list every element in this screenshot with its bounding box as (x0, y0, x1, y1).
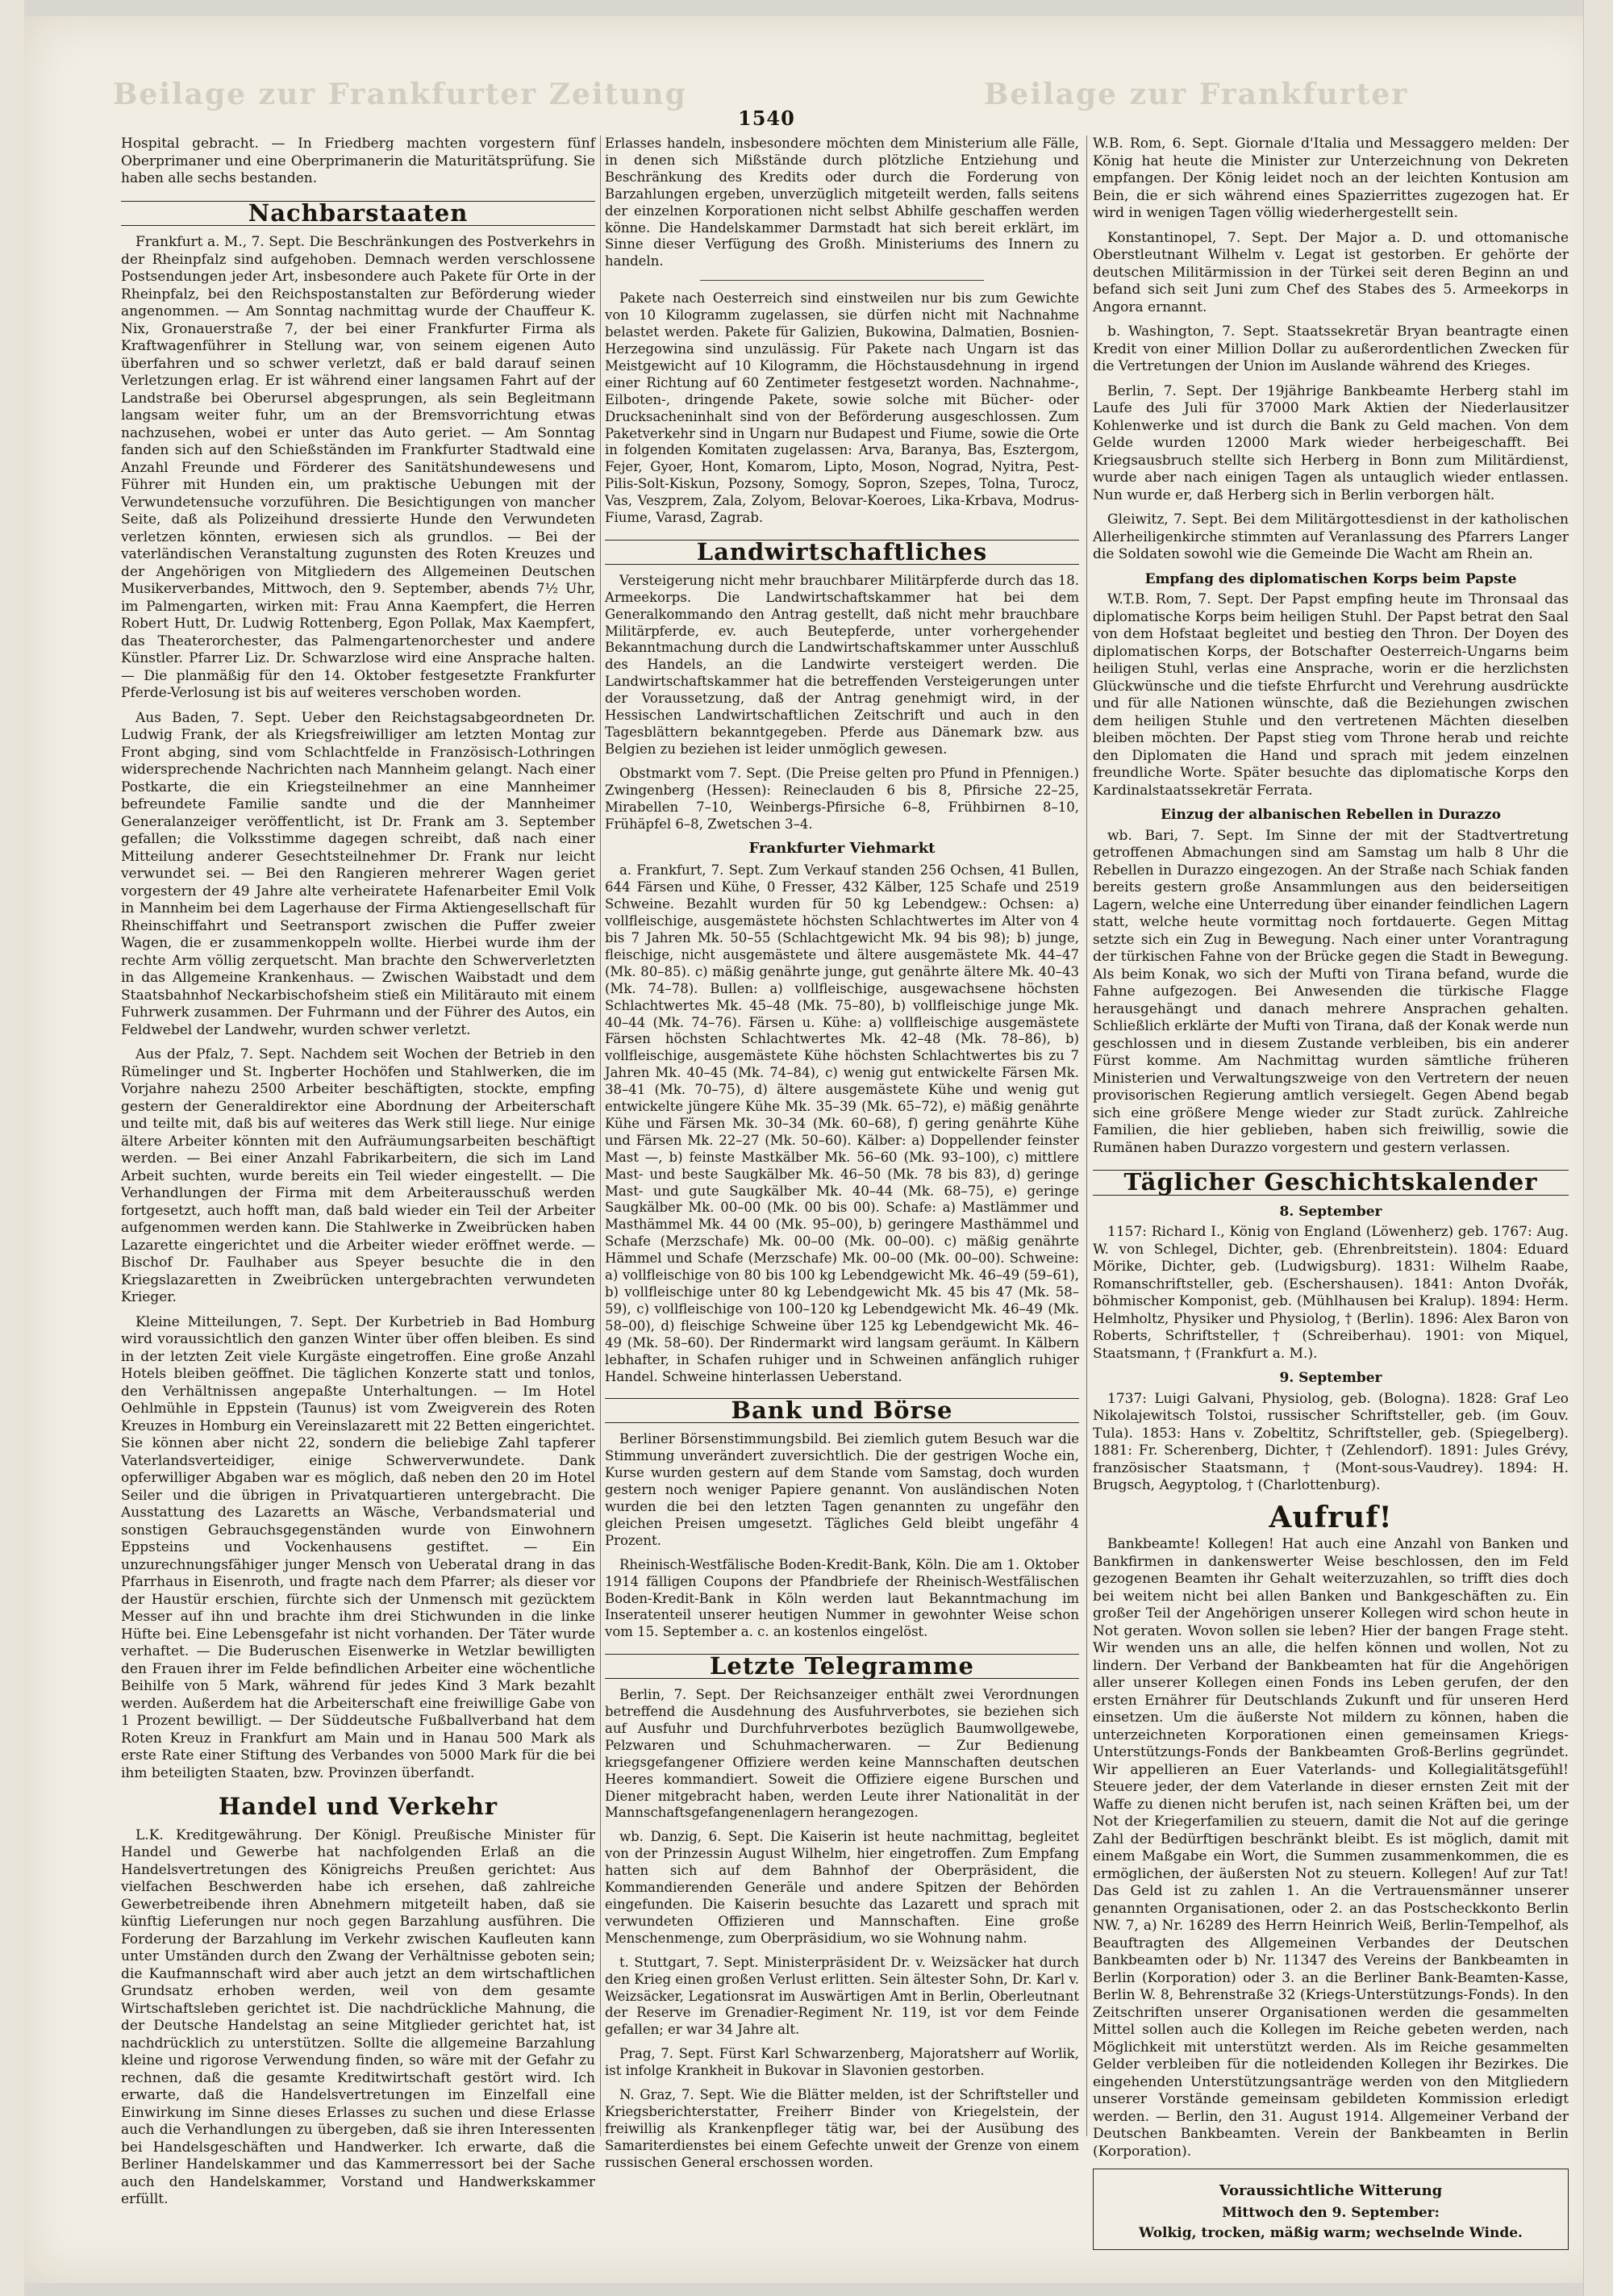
column-1 (121, 136, 595, 2216)
separator (700, 280, 985, 281)
article-kreditgewaehrung: L.K. Kreditgewährung. Der Königl. Preußische Minister für Handel und Gewerbe hat nachfolgenden Erlaß an die Handelsvertretungen des Königreichs Preußen gerichtet: Aus vielfachen Beschwerden habe ich ersehen, daß zahlreiche Gewerbetreibende ihren Abnehmern mitgeteilt haben, daß sie künftig Lieferungen nur noch gegen Barzahlung ausführen. Die Forderung der Barzahlung im Verkehr zwischen Kaufleuten kann unter Umständen durch den Zwang der Verhältnisse geboten sein; die Kaufmannschaft wird aber auch jetzt an dem wirtschaftlichen Grundsatz erhoben werden, weil von dem gesamte Wirtschaftsleben gerichtet ist. Die nachdrückliche Mahnung, die der Deutsche Handelstag an seine Mitglieder gerichtet hat, ist nachdrücklich zu unterstützen. Sollte die allgemeine Barzahlung kleine und rigorose Verwendung finden, so wäre mit der Gefahr zu rechnen, daß die gesamte Kreditwirtschaft gestört wird. Ich erwarte, daß die Handelsvertretungen im Einzelfall eine Einwirkung im Sinne dieses Erlasses zu suchen und diese Erlasse auch die Verhandlungen zu übergeben, daß sie ihren Interessenten bei Handelsgeschäften und Handwerker. Ich erwarte, daß die Berliner Handelskammer und das Kammerressort bei der Sache auch den Handelskammer, Vorstand und Handwerkskammer erfüllt. (121, 1826, 595, 2207)
weather-heading: Voraussichtliche Witterung (1219, 2182, 1443, 2199)
article-boerse: Berliner Börsenstimmungsbild. Bei ziemlich gutem Besuch war die Stimmung unverändert zuversichtlich. Die der gestrigen Woche ein, Kurse wurden gestern auf dem Stande vom Samstag, doch wurden gestern noch weniger Papiere genannt. Von ausländischen Noten wurden die bei den letzten Tagen genannten zu ungefähr den gleichen Preisen umgesetzt. Tägliches Geld bleibt ungefähr 4 Prozent. (605, 1431, 1079, 1548)
calendar-date: 8. September (1279, 1203, 1382, 1220)
subheading-empfang: Empfang des diplomatischen Korps beim Papste (1144, 570, 1517, 587)
article-rom: W.B. Rom, 6. Sept. Giornale d'Italia und Messaggero melden: Der König hat heute die Minister zur Unterzeichnung von Dekreten empfangen. Der König leidet noch an der leichten Kontusion am Bein, die er sich während eines Spazierrittes zugezogen hat. Er wird in wenigen Tagen völlig wiederhergestellt sein. (1093, 136, 1569, 221)
article-aufruf: Bankbeamte! Kollegen! Hat auch eine Anzahl von Banken und Bankfirmen in dankenswerter Weise beschlossen, den im Feld gezogenen Beamten ihr Gehalt weiterzuzahlen, so trifft dies doch bei weitem nicht bei allen Banken und Bankgeschäften zu. Ein großer Teil der Angehörigen unserer Kollegen wird schon heute in Not geraten. Wovon sollen sie leben? Hier der bangen Frage steht. Wir wenden uns an alle, die helfen können und wollen, Not zu lindern. Der Verband der Bankbeamten hat für die Angehörigen aller unserer Kollegen einen Fonds ins Leben gerufen, der den ersten Ernährer für Deutschlands Zukunft und für unseren Herd einsetzen. Um die äußerste Not mildern zu können, haben die unterzeichneten Korporationen einen gemeinsamen Kriegs-Unterstützungs-Fonds der Bankbeamten Groß-Berlins gegründet. Wir appellieren an Euer Vaterlands- und Kollegialitätsgefühl! Steuere jeder, der dem Vaterlande in dieser ernsten Zeit mit der Waffe zu dienen nicht berufen ist, nach seinen Kräften bei, um der Not der Kriegerfamilien zu steuern, damit die Not auf die geringe Zahl der Bedürftigen beschränkt bleibt. Es ist möglich, damit mit einem Maßgabe ein Wort, die Summen zusammenkommen, die es ermöglichen, der äußersten Not zu steuern. Kollegen! Auf zur Tat! Das Geld ist zu zahlen 1. An die Vertrauensmänner unserer genannten Organisationen, oder 2. an das Postscheckkonto Berlin NW. 7, a) Nr. 16289 des Herrn Heinrich Weiß, Berlin-Tempelhof, als Beauftragten des Allgemeinen Verbandes der Deutschen Bankbeamten oder b) Nr. 11347 des Vereins der Bankbeamten in Berlin (Korporation) oder 3. an die Berliner Bank-Beamten-Kasse, Berlin W. 8, Behrenstraße 32 (Kriegs-Unterstützungs-Fonds). In den Zeitschriften unserer Organisationen werden die gesammelten Mittel sollen auch die Kollegen im Reiche gebeten werden, nach Möglichkeit mit unterstützt werden. Als im Reiche gesammelten Gelder verbleiben für die notleidenden Kollegen ihr Bezirkes. Die eingehenden Unterstützungsanträge werden von den Mitgliedern unserer Vorstände gemeinsam gebildeten Kommission erledigt werden. — Berlin, den 31. August 1914. Allgemeiner Verband der Deutschen Bankbeamten. Verein der Bankbeamten in Berlin (Korporation). (1093, 1536, 1569, 2160)
article-pfalz: Aus der Pfalz, 7. Sept. Nachdem seit Wochen der Betrieb in den Rümelinger und St. Ingberter Hochöfen und Stahlwerken, die im Vorjahre nahezu 2500 Arbeiter beschäftigten, stockte, empfing gestern der Generaldirektor eine Abordnung der Arbeiterschaft und teilte mit, daß bis auf weiteres das Werk still liege. Nur einige ältere Arbeiter könnten mit den Aufräumungsarbeiten beschäftigt werden. — Bei einer Anzahl Fabrikarbeitern, die sich im Land Arbeit suchten, wurde bereits ein Teil wieder eingestellt. — Die Verhandlungen der Firma mit dem Arbeiterausschuß werden fortgesetzt, auch hofft man, daß bald wieder ein Teil der Arbeiter aufgenommen werden kann. Die Stahlwerke in Zweibrücken haben Lazarette eingerichtet und die Arbeiter wieder eröffnet werde. — Bischof Dr. Faulhaber aus Speyer besuchte die in den Kriegslazaretten in Zweibrücken untergebrachten verwundeten Krieger. (121, 1046, 595, 1305)
calendar-entries: 1157: Richard I., König von England (Löwenherz) geb. 1767: Aug. W. von Schlegel, Dichter, geb. (Ehrenbreitstein). 1804: Eduard Mörike, Dichter, geb. (Ludwigsburg). 1831: Wilhelm Raabe, Romanschriftsteller, geb. (Eschershausen). 1841: Anton Dvořák, böhmischer Komponist, geb. (Mühlhausen bei Kralup). 1894: Herm. Helmholtz, Physiker und Physiolog, † (Berlin). 1896: Alex Baron von Roberts, Schriftsteller, † (Schreiberhau). 1901: von Miquel, Staatsmann, † (Frankfurt a. M.). (1093, 1224, 1569, 1362)
article-danzig: wb. Danzig, 6. Sept. Die Kaiserin ist heute nachmittag, begleitet von der Prinzessin August Wilhelm, hier eingetroffen. Zum Empfang hatten sich auf dem Bahnhof der Oberpräsident, die Kommandierenden Generäle und andere Spitzen der Behörden eingefunden. Die Kaiserin besuchte das Lazarett und sprach mit verwundeten Offizieren und Mannschaften. Eine große Menschenmenge, zum Oberpräsidium, wo sie Wohnung nahm. (605, 1829, 1079, 1946)
column-rule (1086, 136, 1087, 2136)
weather-forecast: Wolkig, trocken, mäßig warm; wechselnde Winde. (1139, 2225, 1523, 2241)
subheading-viehmarkt: Frankfurter Viehmarkt (748, 840, 936, 858)
section-heading-landwirtschaft: Landwirtschaftliches (605, 540, 1079, 565)
column-2 (605, 136, 1079, 2179)
weather-date: Mittwoch den 9. September: (1222, 2204, 1440, 2221)
section-heading-kalender: Täglicher Geschichtskalender (1093, 1170, 1569, 1196)
right-page-edge (1583, 0, 1613, 2296)
article-graz: N. Graz, 7. Sept. Wie die Blätter melden, ist der Schriftsteller und Kriegsberichterstatter, Freiherr Binder von Kriegelstein, der freiwillig als Krankenpfleger tätig war, bei der Ausübung des Samariterdienstes bei einem Gefechte unweit der Grenze von einem russischen General erschossen worden. (605, 2087, 1079, 2170)
article-kleine-mitteilungen: Kleine Mitteilungen, 7. Sept. Der Kurbetrieb in Bad Homburg wird voraussichtlich den ganzen Winter über offen bleiben. Es sind in der letzten Zeit viele Kurgäste eingetroffen. Eine große Anzahl Hotels bleiben geöffnet. Die täglichen Konzerte statt und tonlos, den Verhältnissen angepaßte Unterhaltungen. — Im Hotel Oehlmühle in Eppstein (Taunus) ist vom Zweigverein des Roten Kreuzes in Homburg ein Vereinslazarett mit 22 Betten eingerichtet. Sie können aber nicht 22, sondern die beliebige Zahl tapferer Vaterlandsverteidiger, einige Schwerverwundete. Dank opferwilliger Abgaben war es möglich, daß neben den 20 im Hotel Seiler und die übrigen in Privatquartieren untergebracht. Die Ausstattung des Lazaretts an Wäsche, Verbandsmaterial und sonstigen Gebrauchsgegenständen wurde von Einwohnern Eppsteins und Vockenhausens gestiftet. — Ein unzurechnungsfähiger junger Mensch von Ueberatal drang in das Pfarrhaus in Eisenroth, und fragte nach dem Pfarrer; als dieser vor der Haustür erschien, fürchte sich der Unmensch mit gezücktem Messer auf ihn und brachte ihm drei Stichwunden in die linke Hüfte bei. Eine Lebensgefahr ist nicht vorhanden. Der Täter wurde verhaftet. — Die Buderuschen Eisenwerke in Wetzlar bewilligten den Frauen ihrer im Felde befindlichen Arbeiter eine wöchentliche Beihilfe von 5 Mark, während für jedes Kind 3 Mark bezahlt werden. Außerdem hat die Arbeiterschaft eine freiwillige Gabe von 1 Prozent bewilligt. — Der Süddeutsche Fußballverband hat dem Roten Kreuz in Frankfurt am Main und in Hanau 500 Mark als erste Rate einer Stiftung des Verbandes von 5000 Mark für die bei ihm beteiligten Staaten, bzw. Provinzen überfandt. (121, 1313, 595, 1781)
article-versteigerung: Versteigerung nicht mehr brauchbarer Militärpferde durch das 18. Armeekorps. Die Landwirtschaftskammer hat bei dem Generalkommando den Antrag gestellt, daß nicht mehr brauchbare Militärpferde, ev. auch Beutepferde, unter vorhergehender Bekanntmachung durch die Landwirtschaftskammer unter Ausschluß des Handels, an die Landwirte versteigert werden. Die Landwirtschaftskammer hat die betreffenden Versteigerungen unter der Voraussetzung, daß der Antrag genehmigt wird, in der Hessischen Landwirtschaftlichen Zeitschrift und auch in den Tagesblättern bekanntgegeben. Pferde aus Dänemark bzw. aus Belgien zu beziehen ist leider unmöglich gewesen. (605, 572, 1079, 757)
section-heading-bank: Bank und Börse (605, 1398, 1079, 1423)
article-frankfurt: Frankfurt a. M., 7. Sept. Die Beschränkungen des Postverkehrs in der Rheinpfalz sind aufgehoben. Demnach werden verschlossene Postsendungen jeder Art, insbesondere auch Pakete für Orte in der Rheinpfalz, bei den Reichspostanstalten zur Beförderung wieder angenommen. — Am Sonntag nachmittag wurde der Chauffeur K. Nix, Gronauerstraße 7, der bei einer Frankfurter Firma als Kraftwagenführer in Stellung war, von seinem eigenen Auto überfahren und so schwer verletzt, daß er bald darauf seinen Verletzungen erlag. Er ist während einer langsamen Fahrt auf der Landstraße bei Oberursel abgesprungen, als sein Begleitmann langsam weiter fuhr, um an der Bremsvorrichtung etwas nachzusehen, wobei er unter das Auto geriet. — Am Sonntag fanden sich auf den Schießständen im Frankfurter Stadtwald eine Anzahl Freunde und Förderer des Sanitätshundewesens und Führer mit Hunden ein, um praktische Uebungen mit der Verwundetensuche vorzuführen. Die Besichtigungen von mancher Seite, daß als Polizeihund dressierte Hunde den Verwundeten verletzen könnten, erwiesen sich als grundlos. — Bei der vaterländischen Veranstaltung zugunsten des Roten Kreuzes und der Angehörigen von Mitgliedern des Allgemeinen Deutschen Musikerverbandes, Mittwoch, den 9. September, abends 7½ Uhr, im Palmengarten, wirken mit: Frau Anna Kaempfert, die Herren Robert Hutt, Dr. Ludwig Rottenberg, Egon Pollak, Max Kaempfert, das Theaterorchester, das Palmengartenorchester und andere Künstler. Pfarrer Liz. Dr. Schwarzlose wird eine Ansprache halten. — Die planmäßig für den 14. Oktober festgesetzte Frankfurter Pferde-Verlosung ist bis auf weiteres verschoben worden. (121, 234, 595, 701)
article-text: Erlasses handeln, insbesondere möchten dem Ministerium alle Fälle, in denen sich Mißstände durch plötzliche Entziehung und Beschränkung des Kredits oder durch die Forderung von Barzahlungen ergeben, unverzüglich mitgeteilt werden, falls seitens der einzelnen Korporationen nicht selbst Abhilfe geschaffen werden könne. Die Handelskammer Darmstadt hat sich bereit erklärt, im Sinne dieser Verfügung des Großh. Ministeriums des Innern zu handeln. (605, 136, 1079, 269)
article-baden: Aus Baden, 7. Sept. Ueber den Reichstagsabgeordneten Dr. Ludwig Frank, der als Kriegsfreiwilliger am letzten Montag zur Front abging, sind vom Schlachtfelde in Französisch-Lothringen widersprechende Nachrichten nach Mannheim gelangt. Nach einer Postkarte, die ein Kriegsteilnehmer an eine Mannheimer befreundete Familie sandte und die der Mannheimer Generalanzeiger veröffentlicht, ist Dr. Frank am 3. September gefallen; die Volksstimme dagegen schreibt, daß nach einer Mitteilung anderer Gesechtsteilnehmer Dr. Frank nur leicht verwundet sei. — Bei den Rangieren mehrerer Wagen geriet vorgestern der 49 Jahre alte verheiratete Hafenarbeiter Emil Volk in Mannheim bei dem Lagerhause der Firma Aktiengesellschaft für Rheinschiffahrt und Seetransport zwischen die Puffer zweier Wagen, die er zusammenkoppeln wollte. Hierbei wurde ihm der rechte Arm völlig zerquetscht. Man brachte den Schwerverletzten in das Allgemeine Krankenhaus. — Zwischen Waibstadt und dem Staatsbahnhof Neckarbischofsheim stieß ein Militärauto mit einem Fuhrwerk zusammen. Der Fuhrmann und der Führer des Autos, ein Feldwebel der Landwehr, wurden schwer verletzt. (121, 709, 595, 1038)
section-heading-telegramme: Letzte Telegramme (605, 1654, 1079, 1679)
section-heading-aufruf: Aufruf! (1269, 1500, 1393, 1534)
page-number: 1540 (738, 106, 795, 130)
left-page-edge (0, 0, 24, 2296)
article-gleiwitz: Gleiwitz, 7. Sept. Bei dem Militärgottesdienst in der katholischen Allerheiligenkirche stimmten auf Veranlassung des Pfarrers Langer die Soldaten sowohl wie die Gemeinde Die Wacht am Rhein an. (1093, 511, 1569, 562)
article-stuttgart: t. Stuttgart, 7. Sept. Ministerpräsident Dr. v. Weizsäcker hat durch den Krieg einen großen Verlust erlitten. Sein ältester Sohn, Dr. Karl v. Weizsäcker, Legationsrat im Auswärtigen Amt in Berlin, Oberleutnant der Reserve im Grenadier-Regiment Nr. 119, ist vor dem Feinde gefallen; er war 34 Jahre alt. (605, 1954, 1079, 2038)
article-bodenkredit: Rheinisch-Westfälische Boden-Kredit-Bank, Köln. Die am 1. Oktober 1914 fälligen Coupons der Pfandbriefe der Rheinisch-Westfälischen Boden-Kredit-Bank in Köln werden laut Bekanntmachung im Inseratenteil unserer heutigen Nummer in gewohnter Weise schon vom 15. September a. c. an kostenlos eingelöst. (605, 1556, 1079, 1640)
section-heading-handel: Handel und Verkehr (218, 1793, 498, 1820)
calendar-date: 9. September (1279, 1370, 1382, 1386)
article-papst: W.T.B. Rom, 7. Sept. Der Papst empfing heute im Thronsaal das diplomatische Korps beim heiligen Stuhl. Der Papst betrat den Saal von dem Hofstaat begleitet und bestieg den Thron. Der Doyen des diplomatischen Korps, der Botschafter Oesterreich-Ungarns beim heiligen Stuhl, verlas eine Ansprache, worin er die herzlichsten Glückwünsche und die tiefste Ehrfurcht und Verehrung ausdrückte und für alle Nationen wünschte, daß die Beziehungen zwischen dem heiligen Stuhle und den vertretenen Mächten dieselben bleiben möchten. Der Papst stieg vom Throne herab und reichte den Diplomaten die Hand und sprach mit jedem einzelnen freundliche Worte. Später besuchte das diplomatische Korps den Kardinalstaatssekretär Ferrata. (1093, 591, 1569, 799)
article-pakete: Pakete nach Oesterreich sind einstweilen nur bis zum Gewichte von 10 Kilogramm zugelassen, sie dürfen nicht mit Nachnahme belastet werden. Pakete für Galizien, Bukowina, Dalmatien, Bosnien-Herzegowina sind unzulässig. Für Pakete nach Ungarn ist das Meistgewicht auf 10 Kilogramm, die Höchstausdehnung in irgend einer Richtung auf 60 Zentimeter festgesetzt worden. Nachnahme-, Eilboten-, dringende Pakete, sowie solche mit Bücher- oder Drucksacheninhalt sind von der Beförderung ausgeschlossen. Zum Paketverkehr sind in Ungarn nur Budapest und Fiume, sowie die Orte in folgenden Komitaten zugelassen: Arva, Baranya, Bas, Esztergom, Fejer, Gyoer, Hont, Komarom, Lipto, Moson, Nograd, Nyitra, Pest-Pilis-Solt-Kiskun, Pozsony, Somogy, Sopron, Szepes, Tolna, Turocz, Vas, Veszprem, Zala, Zolyom, Belovar-Koeroes, Lika-Krbava, Modrus-Fiume, Varasd, Zagrab. (605, 290, 1079, 526)
article-washington: b. Washington, 7. Sept. Staatssekretär Bryan beantragte einen Kredit von einer Million Dollar zu außerordentlichen Zwecken für die Vertretungen der Union im Auslande während des Krieges. (1093, 324, 1569, 374)
section-heading-nachbarstaaten: Nachbarstaaten (121, 201, 595, 227)
show-through-text-left: Beilage zur Frankfurter Zeitung (113, 77, 687, 111)
article-konstantinopel: Konstantinopel, 7. Sept. Der Major a. D. und ottomanische Oberstleutnant Wilhelm v. Legat ist gestorben. Er gehörte der deutschen Militärmission in der Türkei seit deren Beginn an und befand sich seit Juni zum Chef des Stabes des 5. Armeekorps in Angora ernannt. (1093, 229, 1569, 315)
show-through-text-right: Beilage zur Frankfurter (984, 77, 1409, 111)
calendar-entries: 1737: Luigi Galvani, Physiolog, geb. (Bologna). 1828: Graf Leo Nikolajewitsch Tolstoi, russischer Schriftsteller, geb. (im Gouv. Tula). 1853: Hans v. Zobeltitz, Schriftsteller, geb. (Spiegelberg). 1881: Fr. Scherenberg, Dichter, † (Zehlendorf). 1891: Jules Grévy, französischer Staatsmann, † (Mont-sous-Vaudrey). 1894: H. Brugsch, Aegyptolog, † (Charlottenburg). (1093, 1390, 1569, 1493)
article-text: Hospital gebracht. — In Friedberg machten vorgestern fünf Oberprimaner und eine Oberprimanerin die Maturitätsprüfung. Sie haben alle sechs bestanden. (121, 136, 595, 186)
column-3 (1093, 136, 1569, 2250)
article-obstmarkt: Obstmarkt vom 7. Sept. (Die Preise gelten pro Pfund in Pfennigen.) Zwingenberg (Hessen): Reineclauden 6 bis 8, Pfirsiche 22–25, Mirabellen 7–10, Weinbergs-Pfirsiche 6–8, Frühbirnen 8–10, Frühäpfel 6–8, Zwetschen 3–4. (605, 765, 1079, 832)
article-berlin-herberg: Berlin, 7. Sept. Der 19jährige Bankbeamte Herberg stahl im Laufe des Juli für 37000 Mark Aktien der Niederlausitzer Kohlenwerke und ist durch die Bank zu Geld machen. Von dem Gelde wurden 12000 Mark wieder herbeigeschafft. Bei Kriegsausbruch stellte sich Herberg in Bonn zum Militärdienst, wurde aber nach einigen Tagen als untauglich wieder entlassen. Nun wurde er, daß Herberg sich in Berlin verborgen hält. (1093, 382, 1569, 503)
article-prag: Prag, 7. Sept. Fürst Karl Schwarzenberg, Majoratsherr auf Worlik, ist infolge Krankheit in Bukovar in Slavonien gestorben. (605, 2046, 1079, 2079)
article-viehmarkt: a. Frankfurt, 7. Sept. Zum Verkauf standen 256 Ochsen, 41 Bullen, 644 Färsen und Kühe, 0 Fresser, 432 Kälber, 125 Schafe und 2519 Schweine. Bezahlt wurden für 50 kg Lebendgew.: Ochsen: a) vollfleischige, ausgemästete höchsten Schlachtwertes im Alter von 4 bis 7 Jahren Mk. 50–55 (Schlachtgewicht Mk. 94 bis 98); b) junge, fleischige, nicht ausgemästete und ältere ausgemästete Mk. 44–47 (Mk. 80–85). c) mäßig genährte junge, gut genährte ältere Mk. 40–43 (Mk. 74–78). Bullen: a) vollfleischige, ausgewachsene höchsten Schlachtwertes Mk. 45–48 (Mk. 75–80), b) vollfleischige junge Mk. 40–44 (Mk. 74–76). Färsen u. Kühe: a) vollfleischige ausgemästete Färsen höchsten Schlachtwertes Mk. 42–48 (Mk. 78–86), b) vollfleischige, ausgemästete Kühe höchsten Schlachtwertes bis zu 7 Jahren Mk. 40–45 (Mk. 74–84), c) wenig gut entwickelte Färsen Mk. 38–41 (Mk. 70–75), d) ältere ausgemästete Kühe und wenig gut entwickelte jüngere Kühe Mk. 35–39 (Mk. 65–72), e) mäßig genährte Kühe und Färsen Mk. 30–34 (Mk. 60–68), f) gering genährte Kühe und Färsen Mk. 22–27 (Mk. 50–60). Kälber: a) Doppellender feinster Mast —, b) feinste Mastkälber Mk. 56–60 (Mk. 93–100), c) mittlere Mast- und beste Saugkälber Mk. 46–50 (Mk. 78 bis 83), d) geringe Mast- und gute Saugkälber Mk. 40–44 (Mk. 68–75), e) geringe Saugkälber Mk. 00–00 (Mk. 00 bis 00). Schafe: a) Mastlämmer und Masthämmel Mk. 44 00 (Mk. 95–00), b) geringere Masthämmel und Schafe (Merzschafe) Mk. 00–00 (Mk. 00–00). c) mäßig genährte Hämmel und Schafe (Merzschafe) Mk. 00–00 (Mk. 00–00). Schweine: a) vollfleischige von 80 bis 100 kg Lebendgewicht Mk. 46–49 (59–61), b) vollfleischige unter 80 kg Lebendgewicht Mk. 45 bis 47 (Mk. 58–59), c) vollfleischige von 100–120 kg Lebendgewicht Mk. 46–49 (Mk. 58–00), d) fleischige Schweine über 125 kg Lebendgewicht Mk. 46–49 (Mk. 58–60). Der Rindermarkt wird langsam geräumt. In Kälbern lebhafter, in Schafen ruhiger und in Schweinen anfänglich ruhiger Handel. Schweine hinterlassen Ueberstand. (605, 862, 1079, 1384)
subheading-durazzo: Einzug der albanischen Rebellen in Durazzo (1161, 807, 1501, 823)
article-durazzo: wb. Bari, 7. Sept. Im Sinne der mit der Stadtvertretung getroffenen Abmachungen sind am Samstag um halb 8 Uhr die Rebellen in Durazzo eingezogen. An der Straße nach Schiak fanden bereits gestern große Ansammlungen aus den beiderseitigen Lagern, welche eine Unterredung über einander feindlichen Lagern statt, welche heute vormittag noch fortdauerte. Gegen Mittag setzte sich ein Zug in Bewegung. Nach einer unter Vorantragung der türkischen Fahne von der Brücke gegen die Stadt in Bewegung. Als beim Konak, wo sich der Mufti von Tirana befand, wurde die Fahne aufgezogen. Bei Anwesenden die türkische Flagge herausgehängt und danach mehrere Ansprachen gehalten. Schließlich erklärte der Mufti von Tirana, daß der Konak werde nun geschlossen und in diesem Zustande verbleiben, bis ein anderer Fürst komme. Am Nachmittag wurden sämtliche früheren Ministerien und Verwaltungszweige von den Vertretern der neuen provisorischen Regierung amtlich versiegelt. Gegen Abend begab sich eine größere Menge wieder zur Stadt zurück. Zahlreiche Familien, die hier geblieben, haben sich freiwillig, sowie die Rumänen haben Durazzo vorgestern und gestern verlassen. (1093, 827, 1569, 1156)
weather-box (1093, 2169, 1569, 2250)
column-rule (600, 136, 601, 2136)
article-berlin: Berlin, 7. Sept. Der Reichsanzeiger enthält zwei Verordnungen betreffend die Ausdehnung des Ausfuhrverbotes, sie beziehen sich auf Ausfuhr und Durchfuhrverbotes bezüglich Baumwollgewebe, Pelzwaren und Schuhmacherwaren. — Zur Bedienung kriegsgefangener Offiziere werden keine Mannschaften deutschen Heeres kommandiert. Soweit die Offiziere eigene Burschen und Diener mitgebracht haben, werden Leute ihrer Nationalität in der Mannschaftsgefangenenlagern herangezogen. (605, 1687, 1079, 1821)
